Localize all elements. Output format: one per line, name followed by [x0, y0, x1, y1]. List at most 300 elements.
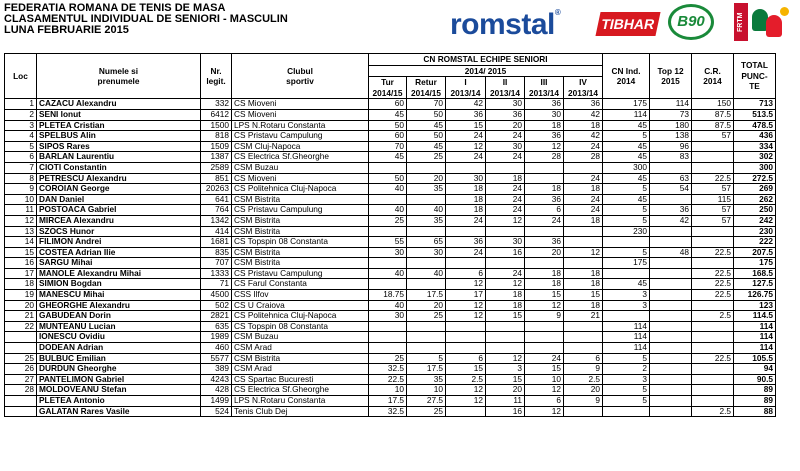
cell-loc: 25: [5, 353, 37, 364]
cell-club: CSM Bistrita: [232, 194, 369, 205]
cell-cn: 114: [603, 109, 650, 120]
cell-iii: 36: [525, 194, 564, 205]
cell-name: SENI Ionut: [37, 109, 201, 120]
cell-retur: 5: [407, 353, 446, 364]
cell-i: 12: [446, 141, 486, 152]
cell-ii: 30: [486, 99, 525, 110]
cell-iv: 20: [564, 385, 603, 396]
cell-cr: 57: [692, 215, 734, 226]
cell-iv: 24: [564, 194, 603, 205]
cell-top: [650, 268, 692, 279]
cell-name: POSTOACA Gabriel: [37, 205, 201, 216]
cell-name: SPELBUS Alin: [37, 131, 201, 142]
cell-retur: 25: [407, 311, 446, 322]
cell-retur: 17.5: [407, 364, 446, 375]
cell-top: [650, 406, 692, 417]
cell-tur: 40: [369, 205, 407, 216]
col-ii-header: II 2013/14: [486, 77, 525, 99]
cell-tur: 50: [369, 120, 407, 131]
cell-name: CIOTI Constantin: [37, 162, 201, 173]
cell-iv: [564, 321, 603, 332]
cell-total: 207.5: [734, 247, 776, 258]
cell-cr: 22.5: [692, 279, 734, 290]
table-row: [5, 173, 776, 184]
cell-cn: 45: [603, 120, 650, 131]
cell-i: 18: [446, 205, 486, 216]
cell-cn: 5: [603, 385, 650, 396]
cell-tur: 60: [369, 99, 407, 110]
cell-iii: 30: [525, 109, 564, 120]
cell-cr: [692, 258, 734, 269]
cell-ii: 24: [486, 184, 525, 195]
table-row: [5, 332, 776, 343]
cell-cn: 230: [603, 226, 650, 237]
cell-i: 18: [446, 194, 486, 205]
cell-cr: 2.5: [692, 311, 734, 322]
cell-club: CS Mioveni: [232, 173, 369, 184]
cell-top: [650, 237, 692, 248]
cell-loc: 14: [5, 237, 37, 248]
cell-iii: 6: [525, 205, 564, 216]
cell-cr: 57: [692, 205, 734, 216]
cell-cn: 2: [603, 364, 650, 375]
cell-total: 230: [734, 226, 776, 237]
cell-ii: 11: [486, 396, 525, 407]
cell-total: 272.5: [734, 173, 776, 184]
cell-i: [446, 321, 486, 332]
cell-cr: 22.5: [692, 268, 734, 279]
cell-total: 242: [734, 215, 776, 226]
cell-legit: 641: [201, 194, 232, 205]
ranking-title: CLASAMENTUL INDIVIDUAL DE SENIORI - MASCULIN: [4, 13, 288, 25]
cell-legit: 414: [201, 226, 232, 237]
cell-club: CS Topspin 08 Constanta: [232, 237, 369, 248]
cell-cr: [692, 300, 734, 311]
table-row: [5, 184, 776, 195]
cell-tur: 60: [369, 131, 407, 142]
table-row: [5, 364, 776, 375]
cell-club: Tenis Club Dej: [232, 406, 369, 417]
cell-legit: 71: [201, 279, 232, 290]
cell-retur: 35: [407, 374, 446, 385]
col-iv-header: IV 2013/14: [564, 77, 603, 99]
cell-iii: 6: [525, 396, 564, 407]
federation-title: FEDERATIA ROMANA DE TENIS DE MASA: [4, 2, 226, 14]
cell-ii: 36: [486, 109, 525, 120]
cell-name: MANOLE Alexandru Mihai: [37, 268, 201, 279]
cell-loc: 28: [5, 385, 37, 396]
cell-top: 63: [650, 173, 692, 184]
cell-loc: 27: [5, 374, 37, 385]
col-loc-header: Loc: [5, 54, 37, 99]
cell-legit: 851: [201, 173, 232, 184]
cell-club: CSM Arad: [232, 364, 369, 375]
cell-retur: 35: [407, 215, 446, 226]
cell-total: 222: [734, 237, 776, 248]
cell-loc: 1: [5, 99, 37, 110]
cell-tur: [369, 194, 407, 205]
cell-name: SZOCS Hunor: [37, 226, 201, 237]
frtm-logo: [734, 3, 792, 41]
cell-legit: 1989: [201, 332, 232, 343]
cell-legit: 20263: [201, 184, 232, 195]
cell-ii: 16: [486, 406, 525, 417]
cell-tur: [369, 226, 407, 237]
cell-loc: 11: [5, 205, 37, 216]
cell-club: CS Topspin 08 Constanta: [232, 321, 369, 332]
cell-tur: [369, 321, 407, 332]
cell-loc: 9: [5, 184, 37, 195]
cell-name: MUNTEANU Lucian: [37, 321, 201, 332]
cell-total: 94: [734, 364, 776, 375]
cell-loc: 3: [5, 120, 37, 131]
cell-club: CS Pristavu Campulung: [232, 205, 369, 216]
cell-cr: [692, 364, 734, 375]
cell-iv: 18: [564, 268, 603, 279]
cell-iv: [564, 162, 603, 173]
cell-loc: 26: [5, 364, 37, 375]
cell-retur: 27.5: [407, 396, 446, 407]
cell-cn: 114: [603, 332, 650, 343]
cell-cn: 5: [603, 131, 650, 142]
table-row: [5, 131, 776, 142]
cell-top: [650, 258, 692, 269]
cell-legit: 524: [201, 406, 232, 417]
cell-i: 24: [446, 215, 486, 226]
cell-ii: 20: [486, 385, 525, 396]
table-row: [5, 205, 776, 216]
cell-club: CS Farul Constanta: [232, 279, 369, 290]
cell-name: PETRESCU Alexandru: [37, 173, 201, 184]
col-legit-header: Nr. legit.: [201, 54, 232, 99]
cell-iv: 9: [564, 396, 603, 407]
cell-cr: [692, 141, 734, 152]
table-row: [5, 215, 776, 226]
cell-loc: 20: [5, 300, 37, 311]
cell-top: 48: [650, 247, 692, 258]
cell-loc: 13: [5, 226, 37, 237]
cell-cn: 5: [603, 215, 650, 226]
cell-cn: 175: [603, 258, 650, 269]
table-row: [5, 109, 776, 120]
cell-top: 138: [650, 131, 692, 142]
cell-total: 114: [734, 332, 776, 343]
cell-cr: 150: [692, 99, 734, 110]
cell-name: SIMION Bogdan: [37, 279, 201, 290]
cell-cr: 22.5: [692, 353, 734, 364]
cell-iv: 24: [564, 173, 603, 184]
cell-ii: 24: [486, 152, 525, 163]
cell-tur: 55: [369, 237, 407, 248]
table-row: [5, 162, 776, 173]
cell-cr: 22.5: [692, 247, 734, 258]
cell-cr: [692, 332, 734, 343]
cell-i: [446, 258, 486, 269]
cell-name: MIRCEA Alexandru: [37, 215, 201, 226]
cell-club: CS Politehnica Cluj-Napoca: [232, 184, 369, 195]
cell-iii: [525, 343, 564, 354]
cell-i: 12: [446, 279, 486, 290]
cell-club: CSS Ilfov: [232, 290, 369, 301]
cell-iv: 12: [564, 247, 603, 258]
cell-retur: 50: [407, 131, 446, 142]
cell-iv: 18: [564, 215, 603, 226]
cell-top: 180: [650, 120, 692, 131]
cell-iii: 9: [525, 311, 564, 322]
cell-iv: 24: [564, 205, 603, 216]
cell-top: [650, 321, 692, 332]
cell-top: 96: [650, 141, 692, 152]
cell-iii: 12: [525, 385, 564, 396]
cell-retur: 35: [407, 184, 446, 195]
cell-tur: 17.5: [369, 396, 407, 407]
cell-cr: [692, 321, 734, 332]
cell-cn: 3: [603, 290, 650, 301]
cell-legit: 707: [201, 258, 232, 269]
cell-cn: 5: [603, 205, 650, 216]
cell-total: 436: [734, 131, 776, 142]
cell-i: 36: [446, 109, 486, 120]
cell-iii: [525, 332, 564, 343]
cell-ii: 12: [486, 215, 525, 226]
cell-name: GHEORGHE Alexandru: [37, 300, 201, 311]
cell-ii: 18: [486, 173, 525, 184]
col-top-header: Top 12 2015: [650, 54, 692, 99]
cell-total: 513.5: [734, 109, 776, 120]
cell-name: SIPOS Rares: [37, 141, 201, 152]
cell-name: DODEAN Adrian: [37, 343, 201, 354]
col-retur-header: Retur 2014/15: [407, 77, 446, 99]
cell-iv: 9: [564, 364, 603, 375]
cell-tur: 40: [369, 300, 407, 311]
table-row: [5, 279, 776, 290]
romstal-logo: romstal®: [450, 8, 561, 41]
cell-total: 250: [734, 205, 776, 216]
table-row: [5, 321, 776, 332]
cell-cn: 45: [603, 152, 650, 163]
cell-club: CS Politehnica Cluj-Napoca: [232, 311, 369, 322]
cell-ii: [486, 258, 525, 269]
cell-name: SARGU Mihai: [37, 258, 201, 269]
cell-cr: 87.5: [692, 109, 734, 120]
cell-retur: 40: [407, 205, 446, 216]
table-row: [5, 385, 776, 396]
cell-retur: 70: [407, 99, 446, 110]
cell-club: CSM Cluj-Napoca: [232, 141, 369, 152]
cell-i: [446, 332, 486, 343]
cell-total: 126.75: [734, 290, 776, 301]
tibhar-logo: TIBHAR: [595, 12, 660, 36]
cell-retur: 30: [407, 247, 446, 258]
cell-loc: 16: [5, 258, 37, 269]
cell-tur: 25: [369, 353, 407, 364]
col-total-header: TOTAL PUNC- TE: [734, 54, 776, 99]
cell-legit: 502: [201, 300, 232, 311]
cell-top: [650, 364, 692, 375]
cell-iii: 24: [525, 353, 564, 364]
cell-ii: 3: [486, 364, 525, 375]
cell-legit: 2821: [201, 311, 232, 322]
table-row: [5, 268, 776, 279]
cell-tur: 45: [369, 152, 407, 163]
cell-ii: [486, 343, 525, 354]
cell-club: CS Mioveni: [232, 99, 369, 110]
cell-ii: 16: [486, 247, 525, 258]
table-row: [5, 290, 776, 301]
col-tur-header: Tur 2014/15: [369, 77, 407, 99]
table-row: [5, 247, 776, 258]
cell-tur: 32.5: [369, 364, 407, 375]
cell-loc: [5, 343, 37, 354]
cell-ii: 30: [486, 237, 525, 248]
cell-iv: [564, 237, 603, 248]
cell-cr: [692, 385, 734, 396]
cell-legit: 1387: [201, 152, 232, 163]
cell-iii: 12: [525, 406, 564, 417]
cell-cn: [603, 268, 650, 279]
cell-iii: 36: [525, 99, 564, 110]
cell-iii: 28: [525, 152, 564, 163]
cell-club: CSM Buzau: [232, 162, 369, 173]
cell-legit: 764: [201, 205, 232, 216]
cell-iv: 18: [564, 184, 603, 195]
cell-retur: [407, 321, 446, 332]
cell-loc: 21: [5, 311, 37, 322]
cell-iii: 18: [525, 279, 564, 290]
cell-iii: 18: [525, 268, 564, 279]
season-header: 2014/ 2015: [369, 65, 603, 77]
cell-cn: 114: [603, 343, 650, 354]
cell-i: 18: [446, 184, 486, 195]
cell-iii: 12: [525, 141, 564, 152]
cell-iii: 36: [525, 131, 564, 142]
cell-i: 6: [446, 353, 486, 364]
cell-club: CSM Arad: [232, 343, 369, 354]
cell-top: 114: [650, 99, 692, 110]
table-row: [5, 99, 776, 110]
cell-total: 114: [734, 321, 776, 332]
cell-total: 262: [734, 194, 776, 205]
cell-total: 89: [734, 396, 776, 407]
cell-legit: 2589: [201, 162, 232, 173]
cell-iv: 18: [564, 279, 603, 290]
cell-iv: 15: [564, 290, 603, 301]
cell-legit: 428: [201, 385, 232, 396]
cell-cn: 5: [603, 353, 650, 364]
cell-ii: 24: [486, 268, 525, 279]
cell-iii: 12: [525, 300, 564, 311]
cell-retur: [407, 343, 446, 354]
cell-i: [446, 343, 486, 354]
cell-loc: 15: [5, 247, 37, 258]
cell-loc: 18: [5, 279, 37, 290]
table-row: [5, 396, 776, 407]
cell-legit: 4500: [201, 290, 232, 301]
cell-i: 2.5: [446, 374, 486, 385]
cell-cn: 45: [603, 194, 650, 205]
cell-i: [446, 406, 486, 417]
cell-top: [650, 162, 692, 173]
cell-legit: 1509: [201, 141, 232, 152]
cell-legit: 818: [201, 131, 232, 142]
cell-iv: [564, 332, 603, 343]
cell-i: 12: [446, 385, 486, 396]
cell-cr: 57: [692, 184, 734, 195]
cell-iii: 15: [525, 290, 564, 301]
cell-tur: 70: [369, 141, 407, 152]
cell-ii: 24: [486, 194, 525, 205]
cell-top: [650, 300, 692, 311]
cell-top: 73: [650, 109, 692, 120]
cell-iv: 6: [564, 353, 603, 364]
cell-retur: 10: [407, 385, 446, 396]
cell-name: PLETEA Cristian: [37, 120, 201, 131]
cell-iv: 21: [564, 311, 603, 322]
cell-loc: 10: [5, 194, 37, 205]
table-row: [5, 300, 776, 311]
cell-tur: 18.75: [369, 290, 407, 301]
cell-i: 6: [446, 268, 486, 279]
cell-cr: [692, 162, 734, 173]
month-title: LUNA FEBRUARIE 2015: [4, 24, 129, 36]
cell-loc: 12: [5, 215, 37, 226]
cell-retur: 40: [407, 268, 446, 279]
cell-top: 42: [650, 215, 692, 226]
col-iii-header: III 2013/14: [525, 77, 564, 99]
cell-loc: 19: [5, 290, 37, 301]
cell-loc: 6: [5, 152, 37, 163]
cell-name: BARLAN Laurentiu: [37, 152, 201, 163]
cell-loc: 8: [5, 173, 37, 184]
cell-name: GABUDEAN Dorin: [37, 311, 201, 322]
cell-club: CS Mioveni: [232, 109, 369, 120]
cell-cr: [692, 374, 734, 385]
cell-iii: 24: [525, 215, 564, 226]
cell-i: 42: [446, 99, 486, 110]
cell-cn: [603, 237, 650, 248]
cell-iv: [564, 226, 603, 237]
cell-loc: [5, 332, 37, 343]
cell-i: 36: [446, 237, 486, 248]
cell-legit: 5577: [201, 353, 232, 364]
cell-name: FILIMON Andrei: [37, 237, 201, 248]
col-name-header: Numele si prenumele: [37, 54, 201, 99]
cell-retur: [407, 279, 446, 290]
table-row: [5, 237, 776, 248]
cell-club: CS Pristavu Campulung: [232, 268, 369, 279]
cell-top: [650, 226, 692, 237]
cell-name: PANTELIMON Gabriel: [37, 374, 201, 385]
cell-ii: 24: [486, 131, 525, 142]
cell-legit: 4243: [201, 374, 232, 385]
cell-iii: [525, 226, 564, 237]
cell-cn: 45: [603, 141, 650, 152]
cell-club: CS Pristavu Campulung: [232, 131, 369, 142]
cell-cn: [603, 311, 650, 322]
cell-top: [650, 279, 692, 290]
ranking-rows: [5, 99, 776, 417]
cell-loc: 4: [5, 131, 37, 142]
cell-total: 269: [734, 184, 776, 195]
cell-club: CS Electrica Sf.Gheorghe: [232, 385, 369, 396]
cell-club: CSM Buzau: [232, 332, 369, 343]
cell-legit: 389: [201, 364, 232, 375]
table-row: [5, 406, 776, 417]
cell-ii: 15: [486, 311, 525, 322]
cell-retur: 25: [407, 152, 446, 163]
cell-loc: [5, 396, 37, 407]
cell-iv: 36: [564, 99, 603, 110]
